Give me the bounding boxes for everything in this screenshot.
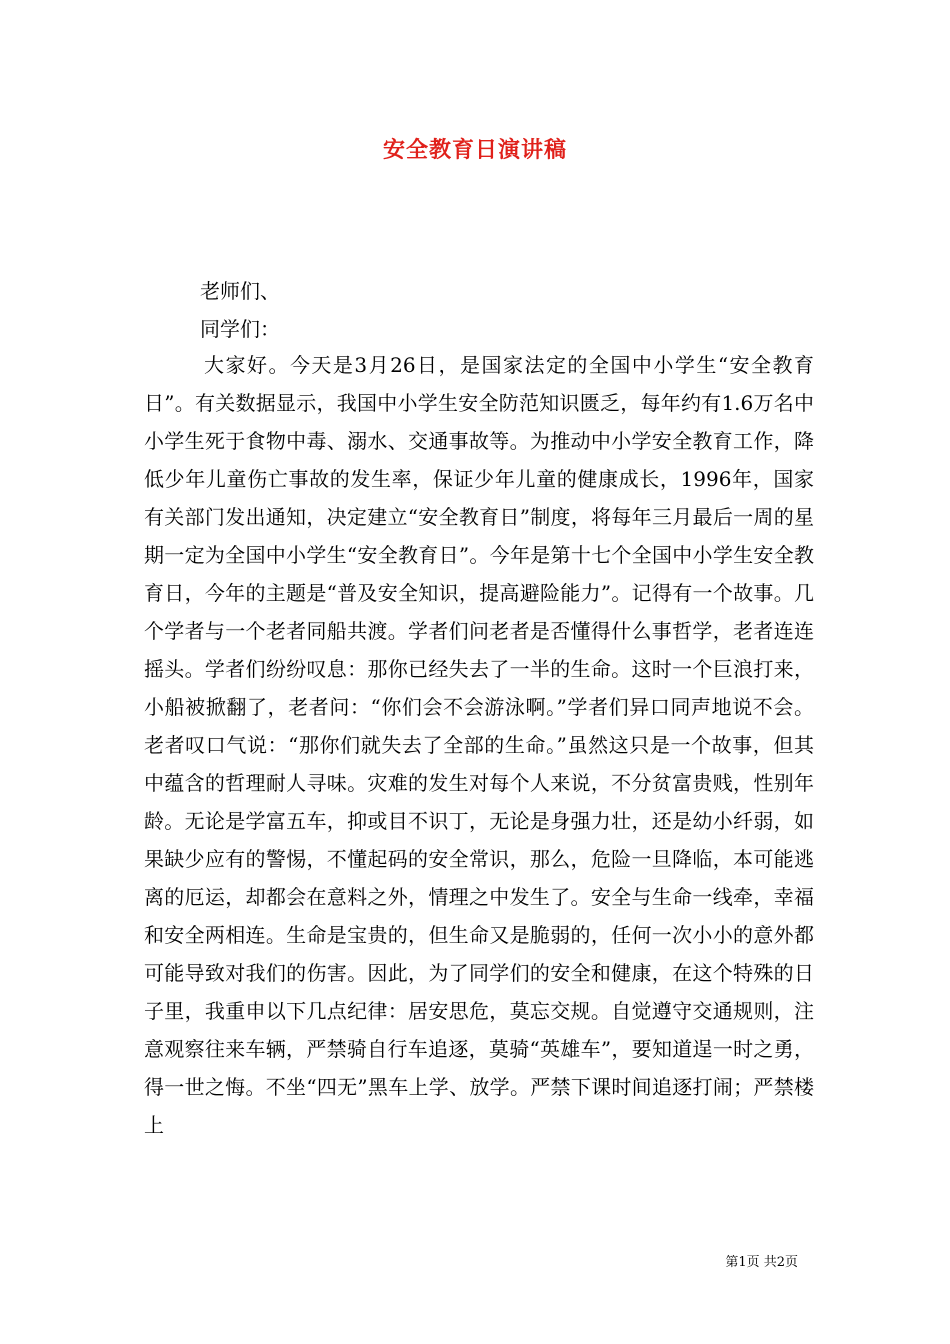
salutation-teachers: 老师们、 bbox=[200, 279, 280, 303]
page-number: 第1页 共2页 bbox=[725, 1255, 798, 1270]
speech-body: 大家好。今天是3月26日，是国家法定的全国中小学生“安全教育日”。有关数据显示，我国中小学生安全防范知识匮乏，每年约有1.6万名中小学生死于食物中毒、溺水、交通事故等。为推动中小学安全教育工作，降低少年儿童伤亡事故的发生率，保证少年儿童的健康成长，1996年，国家有关部门发出通知，决定建立“安全教育日”制度，将每年三月最后一周的星期一定为全国中小学生“安全教育日”。今年是第十七个全国中小学生安全教育日，今年的主题是“普及安全知识，提高避险能力”。记得有一个故事。几个学者与一个老者同船共渡。学者们问老者是否懂得什么事哲学，老者连连摇头。学者们纷纷叹息：那你已经失去了一半的生命。这时一个巨浪打来，小船被掀翻了，老者问：“你们会不会游泳啊。”学者们异口同声地说不会。老者叹口气说：“那你们就失去了全部的生命。”虽然这只是一个故事，但其中蕴含的哲理耐人寻味。灾难的发生对每个人来说，不分贫富贵贱，性别年龄。无论是学富五车，抑或目不识丁，无论是身强力壮，还是幼小纤弱，如果缺少应有的警惕，不懂起码的安全常识，那么，危险一旦降临，本可能逃离的厄运，却都会在意料之外，情理之中发生了。安全与生命一线牵，幸福和安全两相连。生命是宝贵的，但生命又是脆弱的，任何一次小小的意外都可能导致对我们的伤害。因此，为了同学们的安全和健康，在这个特殊的日子里，我重申以下几点纪律：居安思危，莫忘交规。自觉遵守交通规则，注意观察往来车辆，严禁骑自行车追逐，莫骑“英雄车”，要知道逞一时之勇，得一世之悔。不坐“四无”黑车上学、放学。严禁下课时间追逐打闹；严禁楼上 bbox=[144, 353, 814, 1137]
salutation-students: 同学们： bbox=[200, 317, 280, 341]
document-title: 安全教育日演讲稿 bbox=[382, 138, 567, 163]
